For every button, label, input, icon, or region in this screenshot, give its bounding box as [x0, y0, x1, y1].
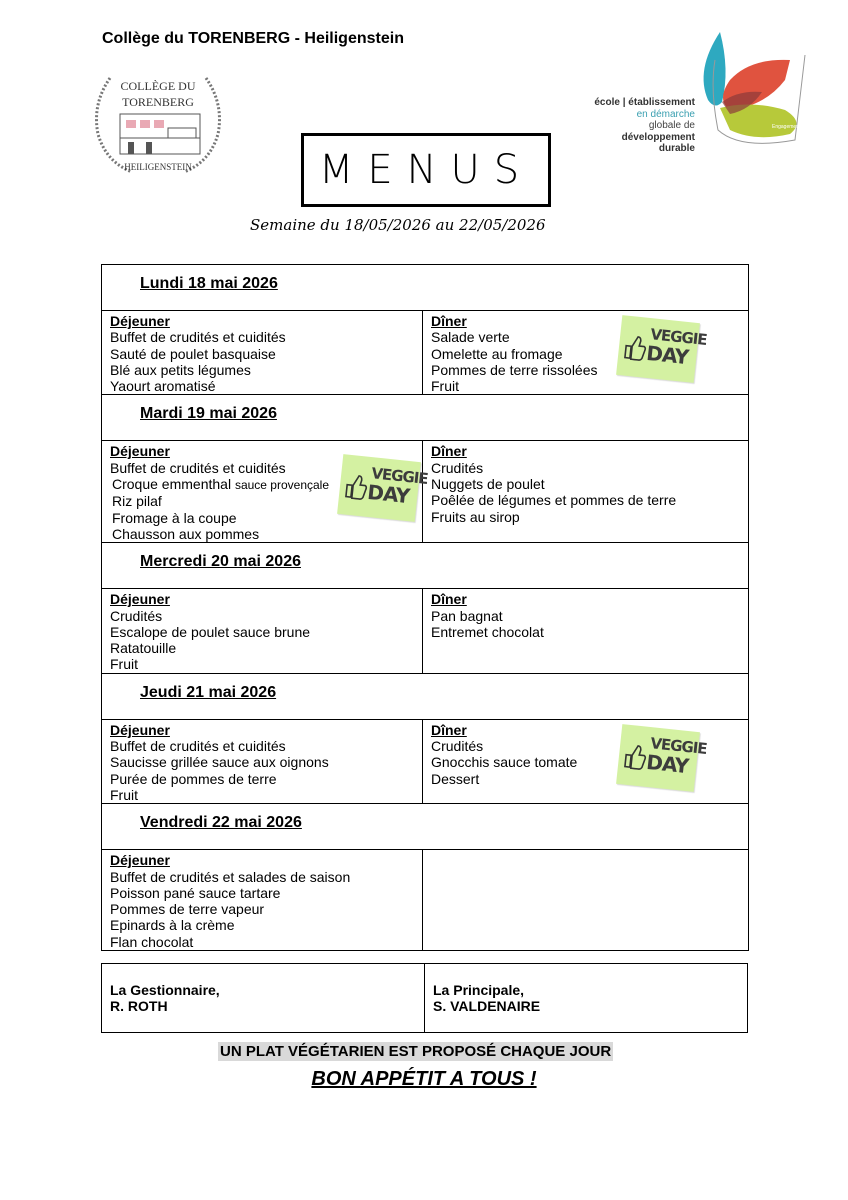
thumbs-up-icon	[622, 333, 649, 361]
day-header	[102, 265, 749, 311]
dinner-label: Dîner	[431, 443, 467, 460]
menu-item: Entremet chocolat	[431, 623, 544, 640]
school-title: Collège du TORENBERG - Heiligenstein	[102, 30, 404, 47]
week-range: Semaine du 18/05/2026 au 22/05/2026	[250, 216, 546, 234]
day-title: Vendredi 22 mai 2026	[140, 814, 302, 832]
lunch-cell	[102, 719, 423, 803]
menu-item: Escalope de poulet sauce brune	[110, 623, 311, 640]
veggie-line2: DAY	[645, 340, 690, 370]
day-header	[102, 673, 749, 719]
menu-item: Flan chocolat	[110, 933, 194, 950]
logo-right-line5: durable	[658, 143, 695, 154]
veggie-line2: DAY	[645, 749, 690, 778]
veggie-line2: DAY	[366, 480, 411, 509]
menu-item: Dessert	[431, 770, 480, 787]
menu-table	[101, 264, 749, 951]
engagement-badge: Engagement	[772, 124, 801, 130]
menu-item: Fruit	[431, 378, 459, 395]
closing-message: BON APPÉTIT A TOUS !	[311, 1068, 537, 1090]
menu-item: Salade verte	[431, 329, 510, 346]
signature-left	[102, 964, 425, 1033]
menu-item: Yaourt aromatisé	[110, 378, 216, 395]
day-title: Lundi 18 mai 2026	[140, 275, 278, 292]
thumbs-up-icon	[343, 473, 370, 501]
lunch-label: Déjeuner	[110, 313, 170, 329]
day-title: Mercredi 20 mai 2026	[140, 553, 301, 571]
logo-right-text	[575, 97, 695, 155]
menu-item: Fruit	[110, 786, 138, 803]
menu-item: Ratatouille	[110, 640, 177, 657]
signature-name: R. ROTH	[110, 998, 168, 1015]
menu-item: Fromage à la coupe	[112, 509, 237, 526]
lunch-cell	[102, 441, 429, 543]
menu-item: Fruits au sirop	[431, 508, 520, 525]
dinner-label: Dîner	[431, 591, 467, 608]
lunch-label: Déjeuner	[110, 443, 170, 460]
menu-item: Riz pilaf	[112, 493, 162, 510]
day-title: Mardi 19 mai 2026	[140, 405, 277, 423]
menu-item: Crudités	[431, 459, 484, 476]
menu-item: Omelette au fromage	[431, 345, 563, 362]
vegetarian-note: UN PLAT VÉGÉTARIEN EST PROPOSÉ CHAQUE JOUR	[220, 1043, 612, 1060]
dinner-cell	[423, 589, 749, 673]
menu-item: Buffet de crudités et cuidités	[110, 329, 286, 346]
signature-right	[425, 964, 748, 1033]
logo-right-line1: école | établissement	[594, 97, 695, 108]
signature-table	[101, 963, 748, 1033]
dinner-cell-empty	[423, 850, 749, 951]
lunch-cell	[102, 850, 423, 951]
menu-item: Sauté de poulet basquaise	[110, 345, 276, 362]
menu-item: Nuggets de poulet	[431, 476, 545, 493]
menu-item: Blé aux petits légumes	[110, 361, 251, 378]
menu-item-main: Croque emmenthal	[112, 476, 235, 493]
signature-role: La Principale,	[433, 982, 525, 998]
menu-item: Crudités	[431, 738, 484, 755]
menu-item: Fruit	[110, 656, 138, 673]
day-header	[102, 804, 749, 850]
dinner-label: Dîner	[431, 721, 467, 738]
logo-right-line3: globale de	[648, 120, 695, 131]
lunch-label: Déjeuner	[110, 852, 170, 869]
lunch-label: Déjeuner	[110, 591, 170, 608]
veggie-day-badge	[616, 724, 708, 792]
dinner-cell	[423, 719, 749, 803]
logo-right-line4: développement	[621, 131, 695, 143]
dinner-label: Dîner	[431, 313, 467, 329]
menu-item: Buffet de crudités et salades de saison	[110, 868, 351, 885]
veggie-line1: VEGGIE	[649, 325, 708, 349]
menu-item: Purée de pommes de terre	[110, 770, 277, 787]
logo-line1: COLLÈGE DU	[120, 79, 196, 93]
thumbs-up-icon	[622, 742, 649, 770]
lunch-label: Déjeuner	[110, 721, 170, 738]
lunch-cell	[102, 311, 423, 395]
day-header	[102, 543, 749, 589]
menu-item: Pommes de terre vapeur	[110, 901, 265, 918]
menu-item-sauce: sauce provençale	[234, 478, 330, 493]
menu-item: Buffet de crudités et cuidités	[110, 738, 286, 755]
dinner-cell	[423, 311, 749, 395]
menu-item: Buffet de crudités et cuidités	[110, 459, 286, 476]
logo-line2: TORENBERG	[122, 95, 194, 109]
menu-item: Poisson pané sauce tartare	[110, 884, 281, 901]
signature-role: La Gestionnaire,	[110, 982, 220, 998]
veggie-day-badge	[337, 455, 429, 523]
veggie-day-badge	[616, 315, 708, 383]
college-logo	[88, 64, 228, 180]
menus-title: MENUS	[301, 133, 551, 207]
veggie-line1: VEGGIE	[649, 733, 708, 758]
logo-line3: HEILIGENSTEIN	[124, 162, 192, 172]
menu-item: Pan bagnat	[431, 607, 503, 624]
menu-item: Crudités	[110, 607, 163, 624]
menu-item: Poêlée de légumes et pommes de terre	[431, 492, 677, 509]
lunch-cell	[102, 589, 423, 673]
logo-right-line2: en démarche	[636, 108, 695, 120]
menu-item: Gnocchis sauce tomate	[431, 754, 578, 771]
dinner-cell	[423, 441, 749, 543]
menu-item: Epinards à la crème	[110, 917, 235, 934]
day-header	[102, 395, 749, 441]
veggie-line1: VEGGIE	[370, 464, 429, 489]
menu-item: Saucisse grillée sauce aux oignons	[110, 754, 329, 771]
menu-item: Pommes de terre rissolées	[431, 361, 598, 378]
signature-name: S. VALDENAIRE	[433, 998, 541, 1015]
menu-item: Chausson aux pommes	[112, 525, 260, 542]
day-title: Jeudi 21 mai 2026	[140, 683, 277, 701]
